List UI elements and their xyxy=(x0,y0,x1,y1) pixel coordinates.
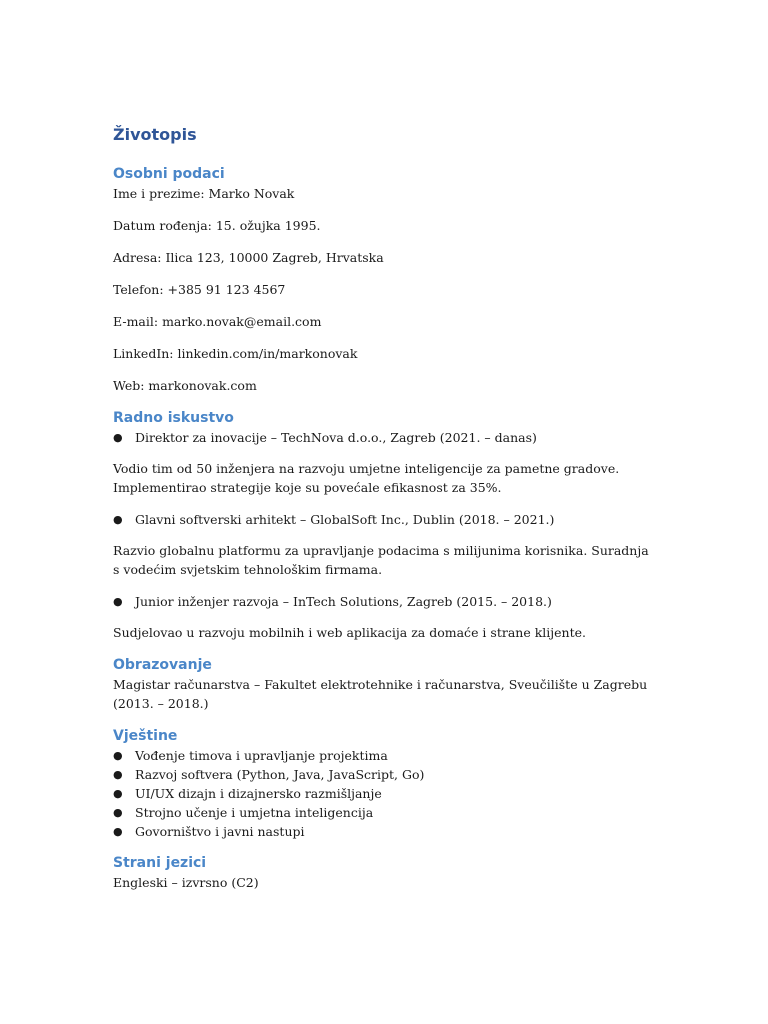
personal-heading: Osobni podaci xyxy=(113,166,225,182)
bullet-icon: ● xyxy=(113,768,123,781)
bullet-icon: ● xyxy=(113,787,123,800)
skill-item: ● Vođenje timova i upravljanje projektima xyxy=(113,748,388,763)
languages-text: Engleski – izvrsno (C2) xyxy=(113,875,259,890)
personal-phone-line: Telefon: +385 91 123 4567 xyxy=(113,282,286,297)
education-heading: Obrazovanje xyxy=(113,657,212,673)
personal-web-line: Web: markonovak.com xyxy=(113,378,257,393)
skills-section xyxy=(113,726,658,841)
personal-address-line: Adresa: Ilica 123, 10000 Zagreb, Hrvatska xyxy=(113,250,384,265)
document-page xyxy=(113,124,658,892)
languages-heading: Strani jezici xyxy=(113,855,207,871)
personal-birthdate-line: Datum rođenja: 15. ožujka 1995. xyxy=(113,218,321,233)
skill-item: ● Strojno učenje i umjetna inteligencija xyxy=(113,805,374,820)
education-section xyxy=(113,655,658,713)
skill-item: ● Govorništvo i javni nastupi xyxy=(113,824,305,839)
bullet-icon: ● xyxy=(113,431,123,444)
job-title: ● Direktor za inovacije – TechNova d.o.o., Zagreb (2021. – danas) xyxy=(113,430,537,445)
skill-item: ● UI/UX dizajn i dizajnersko razmišljanje xyxy=(113,786,382,801)
job-title: ● Junior inženjer razvoja – InTech Solutions, Zagreb (2015. – 2018.) xyxy=(113,594,552,609)
experience-section xyxy=(113,408,658,642)
skill-item: ● Razvoj softvera (Python, Java, JavaScript, Go) xyxy=(113,767,425,782)
experience-heading: Radno iskustvo xyxy=(113,410,234,426)
bullet-icon: ● xyxy=(113,595,123,608)
job-description: Vodio tim od 50 inženjera na razvoju umjetne inteligencije za pametne gradove. Implementirao strategije koje su povećale efikasnost za 35%. xyxy=(113,461,620,495)
job-list-1 xyxy=(113,428,658,447)
job-title: ● Glavni softverski arhitekt – GlobalSoft Inc., Dublin (2018. – 2021.) xyxy=(113,512,555,527)
personal-email-line: E-mail: marko.novak@email.com xyxy=(113,314,322,329)
bullet-icon: ● xyxy=(113,825,123,838)
languages-section xyxy=(113,853,658,892)
bullet-icon: ● xyxy=(113,513,123,526)
document-title: Životopis xyxy=(113,125,197,144)
personal-name-line: Ime i prezime: Marko Novak xyxy=(113,186,295,201)
job-description: Razvio globalnu platformu za upravljanje podacima s milijunima korisnika. Suradnja s vodećim svjetskim tehnološkim firmama. xyxy=(113,543,649,577)
education-text: Magistar računarstva – Fakultet elektrotehnike i računarstva, Sveučilište u Zagrebu (2013. – 2018.) xyxy=(113,677,648,711)
job-list-3 xyxy=(113,592,658,611)
job-list-2 xyxy=(113,510,658,529)
bullet-icon: ● xyxy=(113,749,123,762)
job-description: Sudjelovao u razvoju mobilnih i web aplikacija za domaće i strane klijente. xyxy=(113,625,586,640)
skills-heading: Vještine xyxy=(113,728,178,744)
skills-list xyxy=(113,746,658,841)
bullet-icon: ● xyxy=(113,806,123,819)
personal-section xyxy=(113,164,658,395)
personal-linkedin-line: LinkedIn: linkedin.com/in/markonovak xyxy=(113,346,358,361)
